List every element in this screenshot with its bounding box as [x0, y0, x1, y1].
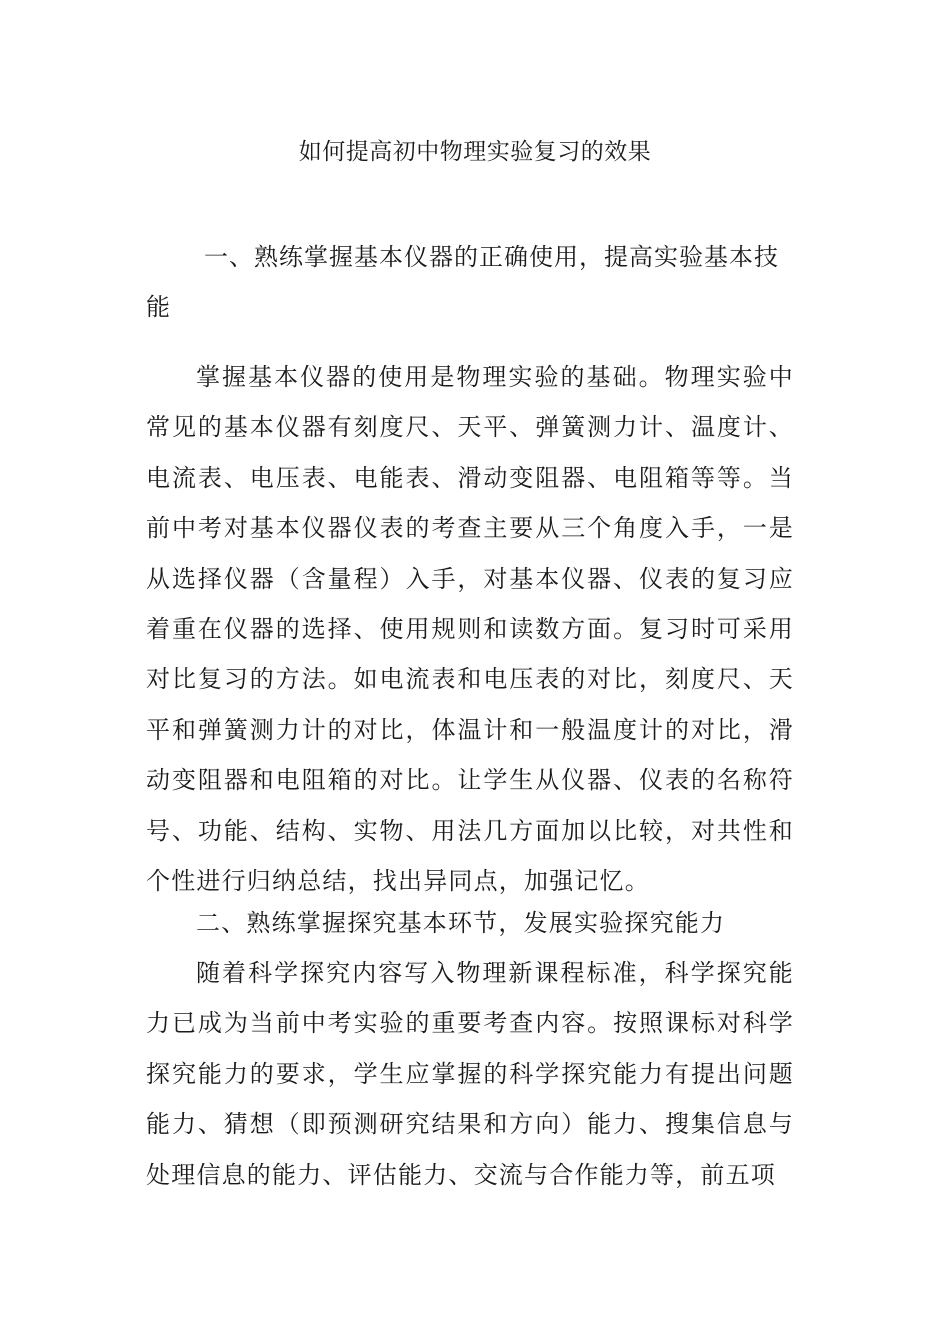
document-title: 如何提高初中物理实验复习的效果	[298, 139, 652, 165]
section-2-heading: 二、熟练掌握探究基本环节，发展实验探究能力	[196, 909, 726, 937]
section-1-heading: 一、熟练掌握基本仪器的正确使用，提高实验基本技能	[146, 243, 779, 321]
section-1-paragraph: 掌握基本仪器的使用是物理实验的基础。物理实验中常见的基本仪器有刻度尺、天平、弹簧测力计、温度计、电流表、电压表、电能表、滑动变阻器、电阻箱等等。当前中考对基本仪器仪表的考查主要从三个角度入手，一是从选择仪器（含量程）入手，对基本仪器、仪表的复习应着重在仪器的选择、使用规则和读数方面。复习时可采用对比复习的方法。如电流表和电压表的对比，刻度尺、天平和弹簧测力计的对比，体温计和一般温度计的对比，滑动变阻器和电阻箱的对比。让学生从仪器、仪表的名称符号、功能、结构、实物、用法几方面加以比较，对共性和个性进行归纳总结，找出异同点，加强记忆。	[146, 363, 794, 896]
section-2-paragraph: 随着科学探究内容写入物理新课程标准，科学探究能力已成为当前中考实验的重要考查内容。按照课标对科学探究能力的要求，学生应掌握的科学探究能力有提出问题能力、猜想（即预测研究结果和方向）能力、搜集信息与处理信息的能力、评估能力、交流与合作能力等，前五项	[146, 959, 794, 1189]
